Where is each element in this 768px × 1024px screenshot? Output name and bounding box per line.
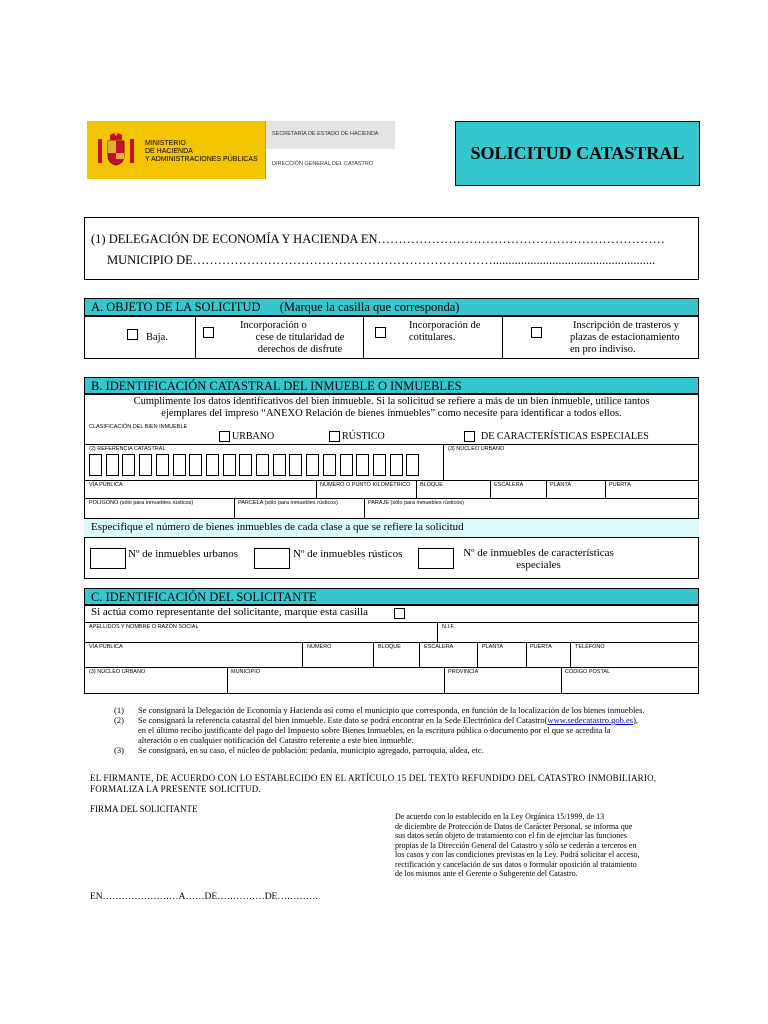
divider [363, 316, 364, 359]
n-rusticos-label: Nº de inmuebles rústicos [293, 548, 403, 560]
referencia-char-box[interactable] [239, 454, 252, 476]
divider [502, 316, 503, 359]
firmante-declaration [90, 773, 656, 795]
privacy-notice [395, 812, 677, 879]
apellidos-label: APELLIDOS Y NOMBRE O RAZÓN SOCIAL [89, 624, 199, 630]
label-line: derechos de disfrute [257, 344, 343, 355]
c-via-label: VÍA PÚBLICA [89, 644, 123, 650]
cotitulares-checkbox[interactable] [375, 327, 386, 338]
especiales-label: DE CARACTERÍSTICAS ESPECIALES [481, 431, 649, 442]
c-nucleo-label: (3) NÚCLEO URBANO [89, 669, 146, 675]
col-line [437, 622, 438, 642]
privacy-line: los casos y con las condiciones previstas en la Ley. Podrá solicitar el acceso, [395, 850, 640, 859]
trasteros-checkbox[interactable] [531, 327, 542, 338]
note-1-number: (1) [114, 705, 124, 715]
referencia-char-box[interactable] [390, 454, 403, 476]
section-a-title: A. OBJETO DE LA SOLICITUD [91, 300, 261, 314]
col-line [302, 642, 303, 667]
c-bloque-label: BLOQUE [378, 644, 401, 650]
row-line [84, 667, 699, 668]
referencia-char-box[interactable] [189, 454, 202, 476]
nucleo-label: (3) NÚCLEO URBANO [448, 446, 505, 452]
col-line [316, 480, 317, 498]
col-line [443, 444, 444, 480]
referencia-char-box[interactable] [273, 454, 286, 476]
referencia-char-box[interactable] [223, 454, 236, 476]
n-urbanos-label: Nº de inmuebles urbanos [128, 548, 239, 560]
n-rusticos-input[interactable] [254, 548, 290, 569]
paraje-label: PARAJE (sólo para inmuebles rústicos) [368, 500, 464, 506]
referencia-char-box[interactable] [139, 454, 152, 476]
especiales-checkbox[interactable] [464, 431, 475, 442]
label-line: en pro indiviso. [570, 344, 636, 355]
privacy-line: de diciembre de Protección de Datos de Carácter Personal, se informa que [395, 821, 633, 831]
referencia-char-box[interactable] [156, 454, 169, 476]
planta-label: PLANTA [550, 482, 571, 488]
row-line [84, 642, 699, 643]
col-line [227, 667, 228, 694]
referencia-char-box[interactable] [106, 454, 119, 476]
referencia-char-box[interactable] [373, 454, 386, 476]
bloque-label: BLOQUE [420, 482, 443, 488]
header-divider [265, 121, 266, 179]
intro-line: Cumplimente los datos identificativos del bien inmueble. Si la solicitud se refiere a más de un bien inmueble, utilice tantos [133, 396, 650, 407]
col-line [444, 667, 445, 694]
title-box [455, 121, 700, 186]
baja-label: Baja. [146, 332, 168, 343]
urbano-checkbox[interactable] [219, 431, 230, 442]
section-c-heading [84, 588, 699, 605]
c-escalera-label: ESCALERA [424, 644, 454, 650]
privacy-line: propias de la Dirección General del Catastro y sólo se cederán a terceros en [395, 840, 637, 850]
referencia-char-box[interactable] [406, 454, 419, 476]
divider [195, 316, 196, 359]
numero-label: NÚMERO O PUNTO KILOMÉTRICO [320, 482, 411, 488]
note-2-number: (2) [114, 715, 124, 725]
col-line [605, 480, 606, 498]
referencia-char-box[interactable] [256, 454, 269, 476]
section-b-title: B. IDENTIFICACIÓN CATASTRAL DEL INMUEBLE O INMUEBLES [91, 379, 462, 393]
privacy-line: sus datos serán objeto de tratamiento con el fin de ejercitar las funciones [395, 831, 627, 840]
col-line [477, 642, 478, 667]
privacy-line: De acuerdo con lo establecido en la Ley Orgánica 15/1999, de 13 [395, 812, 605, 821]
representante-checkbox[interactable] [394, 608, 405, 619]
note-2-text: Se consignará la referencia catastral del bien inmueble. Este dato se podrá encontrar en la Sede Electrónica del Catastro( [138, 715, 548, 725]
col-line [416, 480, 417, 498]
titularidad-label [240, 320, 360, 356]
rustico-label: RÚSTICO [342, 431, 385, 442]
label-line: Inscripción de trasteros y [573, 320, 679, 331]
label-line: Incorporación de [409, 320, 481, 331]
label-line: especiales [516, 559, 561, 571]
delegacion-box [84, 217, 699, 280]
note-2-text-end: ), [633, 715, 639, 725]
row-line [84, 622, 699, 623]
municipio-field[interactable]: MUNICIPIO DE……………………………………………………………….................................................... [107, 253, 656, 267]
row-line [84, 498, 699, 499]
referencia-char-box[interactable] [89, 454, 102, 476]
note-2-line3: alteración o en cualquier notificación del Catastro referente a este bien inmueble. [138, 735, 414, 745]
page-title: SOLICITUD CATASTRAL [470, 143, 685, 163]
section-c-title: C. IDENTIFICACIÓN DEL SOLICITANTE [91, 590, 317, 604]
c-municipio-label: MUNICIPIO [231, 669, 261, 675]
privacy-line: de los mismos ante el Gerente o Subgerente del Catastro. [395, 869, 578, 878]
privacy-line: rectificación y cancelación de sus datos o formular oposición al tratamiento [395, 859, 637, 869]
via-label: VÍA PÚBLICA [89, 482, 123, 488]
c-provincia-label: PROVINCIA [448, 669, 479, 675]
section-b-heading [84, 377, 699, 394]
cotitulares-label [409, 320, 480, 344]
note-2-line2: en el último recibo justificante del pago del Impuesto sobre Bienes Inmuebles, en la escritura pública o documento por el que se acredita la [138, 725, 611, 735]
titularidad-checkbox[interactable] [203, 327, 214, 338]
c-telefono-label: TELÉFONO [575, 644, 605, 650]
declaration-line: FORMALIZA LA PRESENTE SOLICITUD. [90, 784, 261, 794]
poligono-label: POLÍGONO (sólo para inmuebles rústicos) [89, 500, 194, 506]
referencia-label: (2) REFERENCIA CATASTRAL [89, 446, 166, 452]
parcela-label: PARCELA (sólo para inmuebles rústicos) [238, 500, 338, 506]
referencia-char-box[interactable] [122, 454, 135, 476]
referencia-char-box[interactable] [289, 454, 302, 476]
label-line: cotitulares. [409, 332, 456, 343]
n-especiales-label [456, 547, 621, 571]
note-3: Se consignará, en su caso, el núcleo de población: pedanía, municipio agregado, parroquia, aldea, etc. [138, 745, 484, 755]
section-b-intro [84, 396, 699, 420]
sedecatastro-link[interactable]: www.sedecatastro.gob.es [547, 715, 634, 725]
referencia-char-box[interactable] [206, 454, 219, 476]
c-numero-label: NÚMERO [307, 644, 332, 650]
c-cp-label: CÓDIGO POSTAL [565, 669, 611, 675]
referencia-char-box[interactable] [340, 454, 353, 476]
rustico-checkbox[interactable] [329, 431, 340, 442]
representante-label: Si actúa como representante del solicitante, marque esta casilla [91, 606, 369, 618]
fecha-field[interactable]: EN……………………A……DE……………DE…………. [90, 892, 318, 902]
col-line [373, 642, 374, 667]
n-especiales-input[interactable] [418, 548, 454, 569]
note-2 [138, 715, 703, 725]
urbano-label: URBANO [232, 431, 275, 442]
section-a-heading [84, 298, 699, 316]
firma-label: FIRMA DEL SOLICITANTE [90, 804, 198, 814]
referencia-char-box[interactable] [173, 454, 186, 476]
row-line [84, 480, 699, 481]
label-line: plazas de estacionamiento [570, 332, 680, 343]
c-puerta-label: PUERTA [530, 644, 552, 650]
note-1: Se consignará la Delegación de Economía y Hacienda así como el municipio que corresponda, en función de la localización de los bienes inmuebles. [138, 705, 645, 715]
escalera-label: ESCALERA [494, 482, 524, 488]
intro-line: ejemplares del impreso “ANEXO Relación de bienes inmuebles” como necesite para identificar a todos ellos. [161, 408, 622, 419]
ministry-name: MINISTERIO DE HACIENDA Y ADMINISTRACIONES PÚBLICAS [145, 140, 258, 163]
coat-of-arms-icon [96, 131, 136, 171]
label-line: Incorporación o [240, 320, 307, 331]
col-line [419, 642, 420, 667]
clasificacion-label: CLASIFICACIÓN DEL BIEN INMUEBLE [89, 424, 188, 430]
label-line: Nº de inmuebles de características [463, 547, 614, 559]
c-planta-label: PLANTA [482, 644, 503, 650]
col-line [364, 498, 365, 518]
col-line [570, 642, 571, 667]
direccion-label: DIRECCIÓN GENERAL DEL CATASTRO [272, 161, 374, 167]
section-a-hint: (Marque la casilla que corresponda) [279, 300, 460, 314]
declaration-line: EL FIRMANTE, DE ACUERDO CON LO ESTABLECIDO EN EL ARTÍCULO 15 DEL TEXTO REFUNDIDO DEL CATASTRO INMOBILIARIO, [90, 773, 657, 783]
col-line [546, 480, 547, 498]
note-3-number: (3) [114, 745, 124, 755]
trasteros-label [570, 320, 680, 356]
col-line [234, 498, 235, 518]
nif-label: N.I.F. [442, 624, 455, 630]
n-urbanos-input[interactable] [90, 548, 126, 569]
row-line [84, 444, 699, 445]
specify-label: Especifique el número de bienes inmuebles de cada clase a que se refiere la solicitud [91, 521, 464, 533]
baja-checkbox[interactable] [127, 329, 138, 340]
referencia-char-box[interactable] [323, 454, 336, 476]
col-line [526, 642, 527, 667]
referencia-char-box[interactable] [356, 454, 369, 476]
puerta-label: PUERTA [609, 482, 631, 488]
referencia-char-box[interactable] [306, 454, 319, 476]
col-line [561, 667, 562, 694]
delegacion-field[interactable]: (1) DELEGACIÓN DE ECONOMÍA Y HACIENDA EN…………………………………………………………… [91, 232, 666, 246]
secretaria-label: SECRETARÍA DE ESTADO DE HACIENDA [272, 131, 379, 137]
label-line: cese de titularidad de [255, 332, 345, 343]
col-line [490, 480, 491, 498]
